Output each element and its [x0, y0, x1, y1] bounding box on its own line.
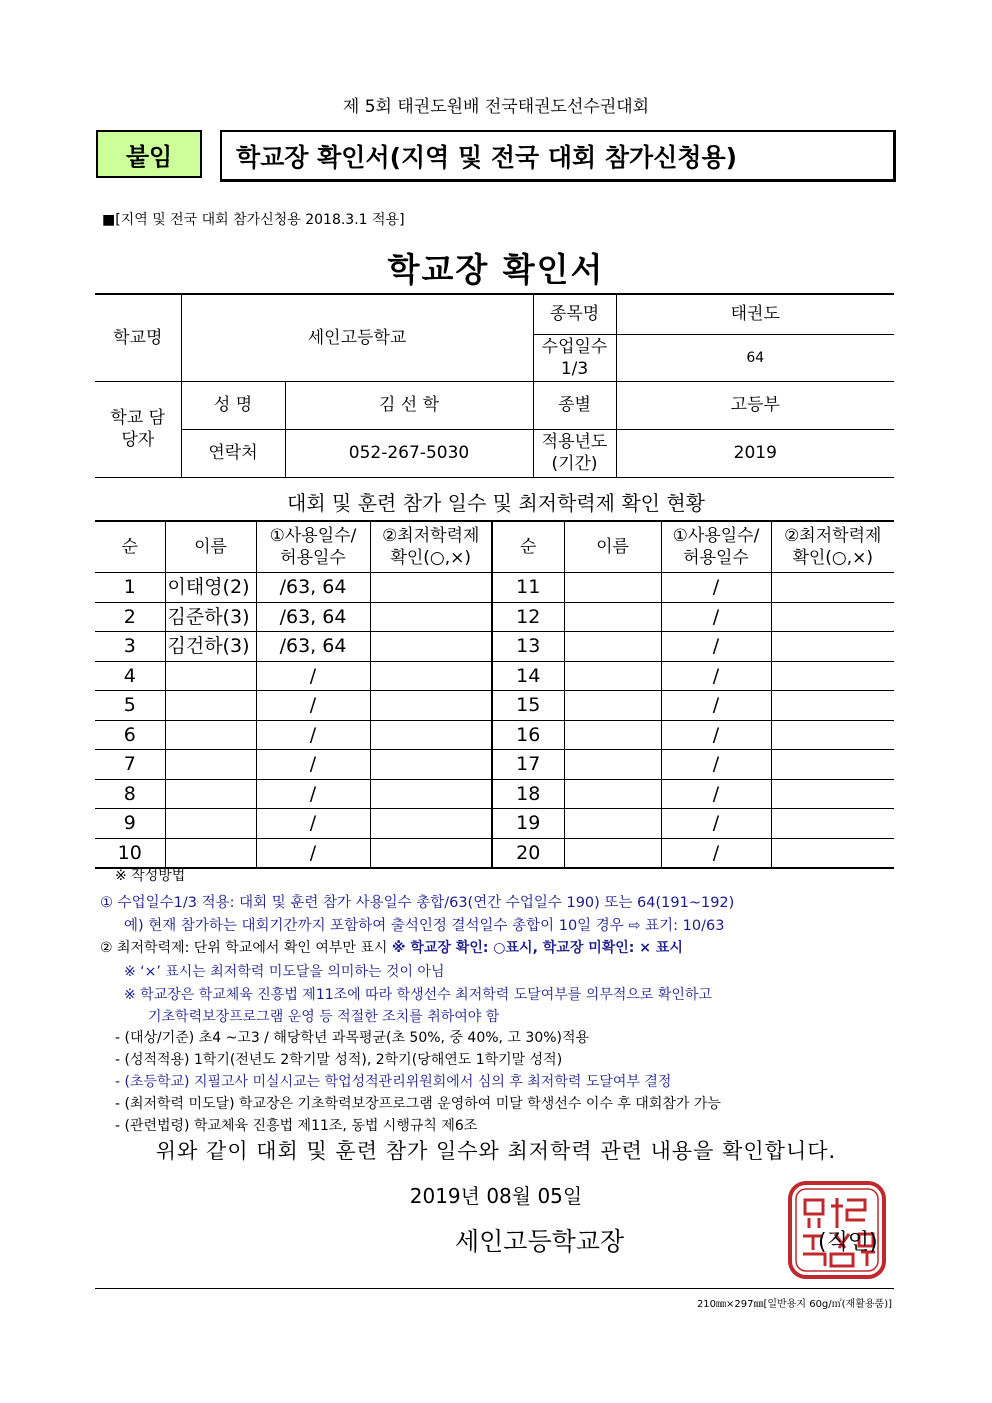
cell-check: [370, 720, 492, 750]
cell-no: 15: [492, 691, 564, 721]
cell-name: [564, 838, 661, 868]
cell-check: [771, 691, 894, 721]
header-title: 학교장 확인서(지역 및 전국 대회 참가신청용): [220, 130, 896, 182]
cell-check: [370, 779, 492, 809]
table-header-row: [95, 521, 894, 573]
table-row: [95, 779, 894, 809]
cell-name: [564, 720, 661, 750]
cell-check: [370, 750, 492, 780]
cell-check: [370, 573, 492, 603]
event-title: 제 5회 태권도원배 전국태권도선수권대회: [342, 97, 650, 117]
header-no-2: 순: [492, 521, 564, 573]
cell-days: /: [661, 573, 771, 603]
participation-table: [95, 520, 894, 869]
cell-days: /: [256, 661, 370, 691]
cell-days: /: [661, 691, 771, 721]
note-4b: 기초학력보장프로그램 운영 등 적절한 조치를 취하여야 함: [148, 1009, 500, 1025]
cell-days: /: [256, 809, 370, 839]
cell-days: /: [661, 720, 771, 750]
class-days-value: 64: [616, 334, 894, 381]
table-row: [95, 602, 894, 632]
cell-name: [165, 809, 256, 839]
paper-spec-note: 210㎜×297㎜[일반용지 60g/㎡(재활용품)]: [696, 1299, 892, 1310]
cell-name: [564, 632, 661, 662]
cell-check: [771, 602, 894, 632]
cell-name: [564, 661, 661, 691]
cell-days: /: [256, 691, 370, 721]
section-title: 대회 및 훈련 참가 일수 및 최저학력제 확인 현황: [287, 491, 705, 515]
division-label: 종별: [533, 381, 616, 429]
cell-no: 12: [492, 602, 564, 632]
detail-5: - (관련법령) 학교체육 진흥법 제11조, 동법 시행규칙 제6조: [115, 1118, 478, 1134]
note-3: ※ ‘×’ 표시는 최저학력 미도달을 의미하는 것이 아님: [124, 964, 445, 980]
class-days-label-text: 수업일수 1/3: [541, 336, 608, 379]
attachment-label: 붙임: [96, 130, 202, 178]
cell-days: /: [256, 720, 370, 750]
confirmation-statement: 위와 같이 대회 및 훈련 참가 일수와 최저학력 관련 내용을 확인합니다.: [155, 1139, 837, 1163]
cell-days: /63, 64: [256, 573, 370, 603]
cell-days: /: [661, 779, 771, 809]
cell-check: [771, 779, 894, 809]
cell-name: 김건하(3): [165, 632, 256, 662]
cell-name: [165, 750, 256, 780]
cell-days: /: [661, 838, 771, 868]
cell-name: [564, 573, 661, 603]
bottom-divider: [95, 1288, 894, 1289]
cell-days: /: [256, 779, 370, 809]
cell-name: [564, 779, 661, 809]
cell-check: [771, 632, 894, 662]
year-value: 2019: [616, 429, 894, 477]
cell-days: /: [661, 809, 771, 839]
cell-no: 13: [492, 632, 564, 662]
applicability-note: ■[지역 및 전국 대회 참가신청용 2018.3.1 적용]: [102, 212, 405, 228]
cell-days: /: [661, 661, 771, 691]
header-check-2: [771, 521, 894, 573]
cell-name: [564, 691, 661, 721]
note-1a: ① 수업일수1/3 적용: 대회 및 훈련 참가 사용일수 총합/63(연간 수업일수 190) 또는 64(191~192): [100, 895, 735, 911]
cell-name: [564, 602, 661, 632]
table-row: [95, 838, 894, 868]
division-value: 고등부: [616, 381, 894, 429]
cell-no: 20: [492, 838, 564, 868]
sport-value: 태권도: [616, 294, 894, 334]
cell-name: [564, 809, 661, 839]
note-2b: ※ 학교장 확인: ○표시, 학교장 미확인: × 표시: [391, 940, 683, 956]
detail-3: - (초등학교) 지필고사 미실시교는 학업성적관리위원회에서 심의 후 최저학력 도달여부 결정: [115, 1074, 672, 1090]
table-row: [95, 661, 894, 691]
cell-no: 17: [492, 750, 564, 780]
cell-days: /63, 64: [256, 602, 370, 632]
cell-name: [165, 838, 256, 868]
principal-name: 세인고등학교장: [455, 1227, 625, 1256]
cell-no: 10: [95, 838, 165, 868]
header-days: [256, 521, 370, 573]
year-label-text: 적용년도 (기간): [541, 432, 608, 474]
table-row: [95, 720, 894, 750]
name-value: 김 선 학: [285, 381, 533, 429]
confirmation-date: 2019년 08월 05일: [409, 1184, 583, 1208]
cell-name: [165, 661, 256, 691]
document-title: 학교장 확인서: [387, 250, 605, 289]
cell-no: 2: [95, 602, 165, 632]
cell-check: [370, 809, 492, 839]
staff-label: [95, 381, 181, 477]
name-label: 성 명: [181, 381, 285, 429]
cell-check: [370, 838, 492, 868]
table-row: [95, 809, 894, 839]
cell-check: [370, 661, 492, 691]
school-name: 세인고등학교: [181, 294, 533, 381]
cell-no: 6: [95, 720, 165, 750]
cell-check: [771, 838, 894, 868]
cell-no: 7: [95, 750, 165, 780]
note-2a: ② 최저학력제: 단위 학교에서 확인 여부만 표시: [100, 940, 388, 956]
seal-label: (직인): [818, 1230, 878, 1255]
header-days-2: [661, 521, 771, 573]
cell-no: 11: [492, 573, 564, 603]
cell-no: 14: [492, 661, 564, 691]
cell-days: /: [661, 632, 771, 662]
sport-label: 종목명: [533, 294, 616, 334]
cell-name: 김준하(3): [165, 602, 256, 632]
note-2: [100, 937, 683, 957]
cell-no: 3: [95, 632, 165, 662]
info-table: [95, 293, 894, 478]
cell-days: /: [661, 750, 771, 780]
cell-name: [165, 779, 256, 809]
cell-days: /: [256, 750, 370, 780]
cell-name: 이태영(2): [165, 573, 256, 603]
cell-no: 4: [95, 661, 165, 691]
header-name: 이름: [165, 521, 256, 573]
detail-2: - (성적적용) 1학기(전년도 2학기말 성적), 2학기(당해연도 1학기말 성적): [115, 1052, 563, 1068]
class-days-label: [533, 334, 616, 381]
note-4a: ※ 학교장은 학교체육 진흥법 제11조에 따라 학생선수 최저학력 도달여부를 의무적으로 확인하고: [124, 987, 712, 1003]
cell-check: [370, 602, 492, 632]
cell-no: 18: [492, 779, 564, 809]
cell-check: [771, 750, 894, 780]
cell-check: [771, 573, 894, 603]
year-label: [533, 429, 616, 477]
header-check: [370, 521, 492, 573]
cell-check: [771, 661, 894, 691]
cell-check: [370, 632, 492, 662]
table-row: [95, 573, 894, 603]
cell-name: [165, 720, 256, 750]
cell-no: 16: [492, 720, 564, 750]
cell-no: 8: [95, 779, 165, 809]
header-check-text-2: ②최저학력제 확인(○,×): [784, 526, 882, 568]
detail-1: - (대상/기준) 초4 ~고3 / 해당학년 과목평균(초 50%, 중 40%, 고 30%)적용: [115, 1030, 590, 1046]
cell-check: [771, 809, 894, 839]
school-label: 학교명: [95, 294, 181, 381]
cell-check: [771, 720, 894, 750]
table-row: [95, 750, 894, 780]
note-1b: 예) 현재 참가하는 대회기간까지 포함하여 출석인정 결석일수 총합이 10일 경우 ⇨ 표기: 10/63: [124, 918, 725, 934]
notes-heading: ※ 작성방법: [115, 868, 186, 884]
cell-no: 9: [95, 809, 165, 839]
table-row: [95, 632, 894, 662]
cell-no: 5: [95, 691, 165, 721]
header-check-text: ②최저학력제 확인(○,×): [382, 526, 480, 568]
cell-no: 19: [492, 809, 564, 839]
detail-4: - (최저학력 미도달) 학교장은 기초학력보장프로그램 운영하여 미달 학생선수 이수 후 대회참가 가능: [115, 1096, 721, 1112]
header-days-text: ①사용일수/ 허용일수: [269, 526, 357, 568]
staff-label-text: 학교 담당자: [110, 408, 166, 450]
contact-label: 연락처: [181, 429, 285, 477]
cell-name: [564, 750, 661, 780]
cell-check: [370, 691, 492, 721]
cell-days: /63, 64: [256, 632, 370, 662]
cell-no: 1: [95, 573, 165, 603]
contact-value: 052-267-5030: [285, 429, 533, 477]
header-name-2: 이름: [564, 521, 661, 573]
table-row: [95, 691, 894, 721]
cell-days: /: [661, 602, 771, 632]
cell-days: /: [256, 838, 370, 868]
header-days-text-2: ①사용일수/ 허용일수: [672, 526, 760, 568]
cell-name: [165, 691, 256, 721]
header-no: 순: [95, 521, 165, 573]
